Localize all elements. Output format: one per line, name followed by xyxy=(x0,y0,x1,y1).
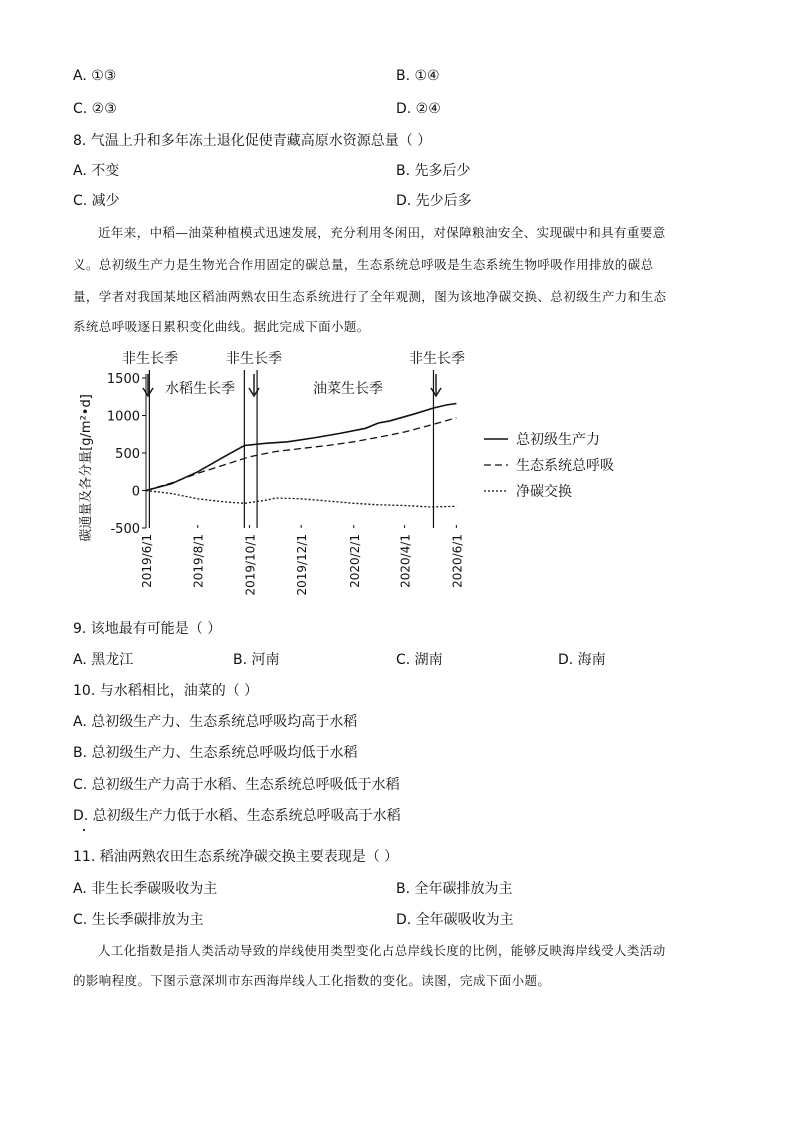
q9-option-a: A. 黑龙江 xyxy=(73,652,134,668)
non-growing-season-label-2: 非生长季 xyxy=(226,351,282,367)
q9-option-d: D. 海南 xyxy=(558,652,606,668)
q8-option-b: B. 先多后少 xyxy=(396,163,471,179)
q10-option-a: A. 总初级生产力、生态系统总呼吸均高于水稻 xyxy=(73,714,358,730)
x-tick-label: 2019/8/1 xyxy=(191,534,206,588)
stray-dot xyxy=(83,829,85,831)
q7-option-d: D. ②④ xyxy=(396,101,441,117)
x-tick-label: 2019/10/1 xyxy=(243,534,258,596)
x-tick-label: 2020/6/1 xyxy=(450,534,465,588)
legend-label-3: 净碳交换 xyxy=(516,484,572,500)
q8-option-a: A. 不变 xyxy=(73,163,120,179)
passage2-line-2: 的影响程度。下图示意深圳市东西海岸线人工化指数的变化。读图，完成下面小题。 xyxy=(73,973,551,988)
q9-stem: 9. 该地最有可能是（ ） xyxy=(73,621,222,637)
q8-option-c: C. 减少 xyxy=(73,193,120,209)
y-tick-label: 500 xyxy=(115,447,140,462)
q11-option-b: B. 全年碳排放为主 xyxy=(396,881,513,897)
q7-option-c: C. ②③ xyxy=(73,101,117,117)
series-line-2 xyxy=(146,418,456,491)
q9-option-b: B. 河南 xyxy=(233,652,280,668)
passage1-line-3: 量，学者对我国某地区稻油两熟农田生态系统进行了全年观测，图为该地净碳交换、总初级生产力和生态 xyxy=(73,289,667,304)
passage1-line-1: 近年来，中稻—油菜种植模式迅速发展，充分利用冬闲田，对保障粮油安全、实现碳中和具有重要意 xyxy=(98,225,666,240)
q11-stem: 11. 稻油两熟农田生态系统净碳交换主要表现是（ ） xyxy=(73,849,399,865)
x-tick-label: 2019/12/1 xyxy=(295,534,310,596)
q10-option-d: D. 总初级生产力低于水稻、生态系统总呼吸高于水稻 xyxy=(73,808,401,824)
q8-option-d: D. 先少后多 xyxy=(396,193,472,209)
x-tick-label: 2019/6/1 xyxy=(140,534,154,588)
legend-label-1: 总初级生产力 xyxy=(516,432,600,448)
non-growing-season-label-1: 非生长季 xyxy=(122,351,178,367)
series-line-1 xyxy=(146,404,456,491)
series-line-3 xyxy=(146,491,456,508)
legend-label-2: 生态系统总呼吸 xyxy=(516,458,614,474)
y-tick-label: -500 xyxy=(110,522,140,537)
passage1-line-2: 义。总初级生产力是生物光合作用固定的碳总量，生态系统总呼吸是生态系统生物呼吸作用排放的碳总 xyxy=(73,257,654,272)
q11-option-c: C. 生长季碳排放为主 xyxy=(73,912,204,928)
q7-option-a: A. ①③ xyxy=(73,68,117,84)
q10-stem: 10. 与水稻相比，油菜的（ ） xyxy=(73,683,259,699)
y-axis-title: 碳通量及各分量[g/m²•d] xyxy=(79,394,94,542)
rice-season-label: 水稻生长季 xyxy=(165,381,235,397)
passage2-line-1: 人工化指数是指人类活动导致的岸线使用类型变化占总岸线长度的比例，能够反映海岸线受人类活动 xyxy=(98,943,666,958)
q7-option-b: B. ①④ xyxy=(396,68,440,84)
q10-option-c: C. 总初级生产力高于水稻、生态系统总呼吸低于水稻 xyxy=(73,777,400,793)
y-tick-label: 1000 xyxy=(106,409,140,425)
x-tick-label: 2020/4/1 xyxy=(398,534,413,588)
q11-option-d: D. 全年碳吸收为主 xyxy=(396,912,514,928)
carbon-flux-chart xyxy=(70,340,670,605)
y-tick-label: 1500 xyxy=(106,372,140,387)
y-tick-label: 0 xyxy=(131,484,140,500)
q9-option-c: C. 湖南 xyxy=(396,652,443,668)
q11-option-a: A. 非生长季碳吸收为主 xyxy=(73,881,218,897)
x-tick-label: 2020/2/1 xyxy=(347,534,362,588)
rape-season-label: 油菜生长季 xyxy=(313,381,383,397)
q8-stem: 8. 气温上升和多年冻土退化促使青藏高原水资源总量（ ） xyxy=(73,133,432,149)
non-growing-season-label-3: 非生长季 xyxy=(409,351,465,367)
q10-option-b: B. 总初级生产力、生态系统总呼吸均低于水稻 xyxy=(73,745,358,761)
passage1-line-4: 系统总呼吸逐日累积变化曲线。据此完成下面小题。 xyxy=(73,319,370,334)
